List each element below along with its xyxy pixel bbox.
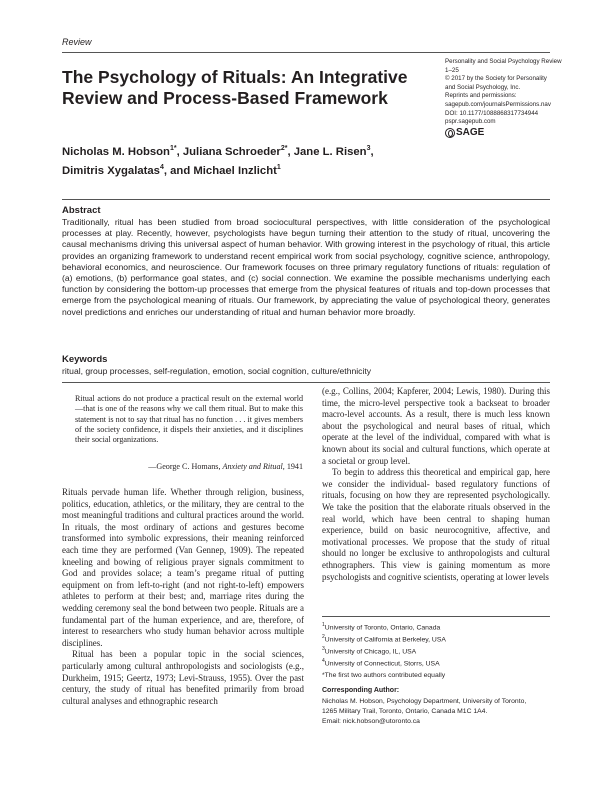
epigraph-quote: Ritual actions do not produce a practical result on the external world—that is one of the reasons why we call them ritual. But to make this statement is not to say that ritual has no function . . . it gives members of the society confidence, it dispels their anxieties, and it disciplines their social organizations. xyxy=(75,394,303,445)
corresponding-author-details xyxy=(322,697,550,726)
epigraph-attribution: —George C. Homans, Anxiety and Ritual, 1941 xyxy=(148,462,303,471)
author-line-2: Dimitris Xygalatas$^4$, and Michael Inzlicht$^1$ xyxy=(62,163,281,177)
body-paragraph: (e.g., Collins, 2004; Kapferer, 2004; Lewis, 1980). During this time, the micro-level perspective took a backseat to broader macro-level accounts. As a result, there is much less known about the psychological and neural bases of ritual, which operate at the level of the individual, compared with what is known about its social and cultural functions, which operate at a societal or group level. xyxy=(322,386,550,466)
publisher-logo-text: SAGE xyxy=(456,127,485,138)
keywords-heading: Keywords xyxy=(62,354,108,365)
section-label: Review xyxy=(62,37,92,47)
corresponding-line: Nicholas M. Hobson, Psychology Department, University of Toronto, xyxy=(322,698,527,705)
author-name: Nicholas M. Hobson xyxy=(62,145,170,158)
body-paragraph: Rituals pervade human life. Whether through religion, business, politics, education, athletics, or the military, they are central to the most meaningful traditions and cultural practices around the world. In rituals, the most ordinary of actions and gestures become transformed into symbolic expressions, their meaning reinforced each time they are performed (Van Gennep, 1909). The repeated kneeling and bowing of religious prayer signals commitment to God and provides solace; a team’s pregame ritual of putting equipment on from left-to-right (and not right-to-left) empowers athletes to perform at their best; and, marriage rites during the wedding ceremony seal the bond between two people. Rituals are a fundamental part of the human experience, and are, therefore, of interest to researchers who study human behavior across multiple disciplines. xyxy=(62,487,304,648)
affiliation-item: $^1$University of Toronto, Ontario, Canada xyxy=(322,622,441,632)
author-affil-sup: 2* xyxy=(280,145,288,152)
copyright-line: © 2017 by the Society for Personality xyxy=(445,75,547,83)
author-name: Dimitris Xygalatas xyxy=(62,164,160,177)
abstract-rule xyxy=(62,199,550,200)
affiliation-item: $^3$University of Chicago, IL, USA xyxy=(322,646,417,656)
page-range: 1–25 xyxy=(445,66,459,74)
corresponding-author-heading: Corresponding Author: xyxy=(322,687,400,694)
header-rule xyxy=(62,52,550,53)
footnote-rule xyxy=(322,616,550,617)
author-name: Juliana Schroeder xyxy=(182,145,281,158)
publisher-logo xyxy=(445,127,484,138)
author-affil-sup: 1 xyxy=(276,163,281,171)
author-affil-sup: 1* xyxy=(169,145,177,152)
corresponding-email[interactable]: Email: nick.hobson@utoronto.ca xyxy=(322,717,420,725)
doi-link[interactable]: DOI: 10.1177/1088868317734944 xyxy=(445,109,539,117)
author-line-1: Nicholas M. Hobson$^{1*}$, Juliana Schroeder$^{2*}$, Jane L. Risen$^3$, xyxy=(62,145,374,158)
keywords-text: ritual, group processes, self-regulation, emotion, social cognition, culture/ethnicity xyxy=(62,366,372,376)
affiliation-item: $^2$University of California at Berkeley, USA xyxy=(322,634,446,644)
abstract-heading: Abstract xyxy=(62,205,101,216)
journal-url[interactable]: pspr.sagepub.com xyxy=(445,118,496,126)
author-name: Michael Inzlicht xyxy=(193,164,277,177)
permissions-link[interactable]: sagepub.com/journalsPermissions.nav xyxy=(445,100,551,108)
abstract-text: Traditionally, ritual has been studied from broad sociocultural perspectives, with little consideration of the psychological processes at play. Recently, however, psychologists have begun turning their attention to the study of ritual, uncovering the causal mechanisms driving this universal aspect of human behavior. With growing interest in the psychology of ritual, this article provides an organizing framework to understand recent empirical work from social psychology, cognitive science, anthropology, behavioral economics, and neuroscience. Our framework focuses on three primary regulatory functions of rituals: regulation of (a) emotions, (b) performance goal states, and (c) social connection. We examine the possible mechanisms underlying each function by considering the bottom-up processes that emerge from the physical features of rituals and top-down processes that emerge from the psychological meaning of rituals. Our framework, by appreciating the value of psychological theory, generates novel predictions and enriches our understanding of ritual and human behavior more broadly. xyxy=(62,217,550,317)
article-title: The Psychology of Rituals: An Integrative Review and Process-Based Framework xyxy=(62,67,408,108)
author-affil-sup: 3 xyxy=(366,145,371,152)
keywords-rule xyxy=(62,382,550,383)
affiliations xyxy=(322,621,550,669)
body-paragraph: Ritual has been a popular topic in the social sciences, particularly among cultural anthropologists and sociologists (e.g., Durkheim, 1915; Geertz, 1973; Levi-Strauss, 1955). Over the past century, the study of ritual has benefited primarily from broad cultural analyses and ethnographic research xyxy=(62,649,304,706)
author-affil-sup: 4 xyxy=(159,163,164,171)
affiliation-item: $^4$University of Connecticut, Storrs, USA xyxy=(322,658,440,668)
publication-info xyxy=(445,58,575,127)
body-paragraph: To begin to address this theoretical and empirical gap, here we consider the individual- based regulatory functions of rituals, focusing on how they are represented psychologically. We take the position that the elaborate rituals observed in the real world, which have been central to shaping human experience, build on basic neurocognitive, affective, and motivational processes. We propose that the study of ritual should no longer be exclusive to anthropologists and cultural ethnographers. This view is gaining momentum as more psychologists and cognitive scientists, operating at lower levels xyxy=(322,467,550,582)
and-word: and xyxy=(170,164,191,177)
equal-contribution-note: *The first two authors contributed equally xyxy=(322,672,446,679)
corresponding-line: 1265 Military Trail, Toronto, Ontario, Canada M1C 1A4. xyxy=(322,707,488,715)
body-column-right xyxy=(322,386,550,583)
epigraph-work-title: Anxiety and Ritual xyxy=(222,462,283,471)
sage-logo-icon xyxy=(445,128,455,138)
reprints-line: Reprints and permissions: xyxy=(445,92,517,100)
author-list xyxy=(62,141,402,179)
body-column-left xyxy=(62,487,304,707)
journal-name: Personality and Social Psychology Review xyxy=(445,58,562,65)
author-name: Jane L. Risen xyxy=(293,145,367,158)
copyright-line: and Social Psychology, Inc. xyxy=(445,83,521,91)
